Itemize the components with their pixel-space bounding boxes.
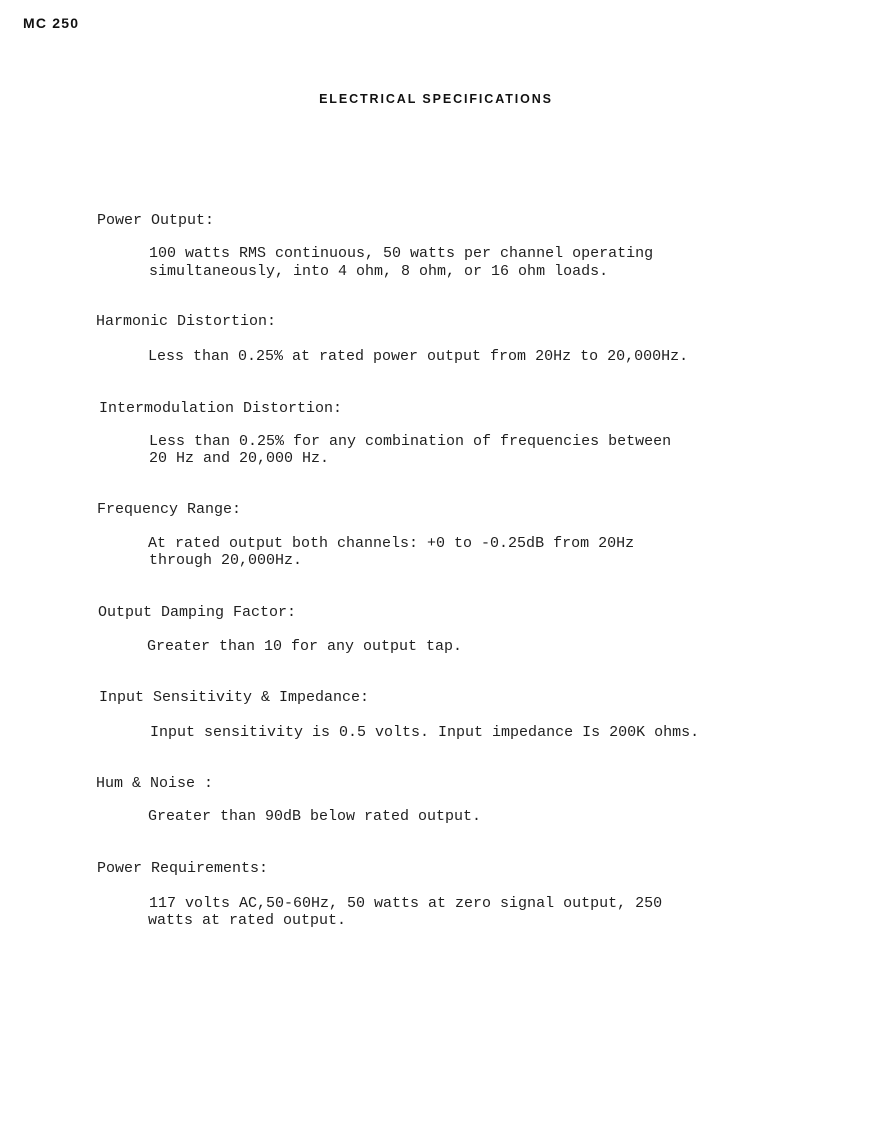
spec-line: through 20,000Hz. [149, 552, 303, 569]
page-title: ELECTRICAL SPECIFICATIONS [319, 92, 553, 106]
spec-line: Greater than 10 for any output tap. [147, 638, 463, 655]
spec-heading: Power Output: [97, 212, 215, 229]
spec-line: At rated output both channels: +0 to -0.25dB from 20Hz [148, 535, 635, 552]
spec-heading: Output Damping Factor: [98, 604, 297, 621]
spec-line: 100 watts RMS continuous, 50 watts per channel operating [149, 245, 654, 262]
spec-line: Input sensitivity is 0.5 volts. Input impedance Is 200K ohms. [150, 724, 700, 741]
spec-heading: Hum & Noise : [96, 775, 214, 792]
spec-heading: Harmonic Distortion: [96, 313, 277, 330]
spec-heading: Power Requirements: [97, 860, 269, 877]
spec-line: 20 Hz and 20,000 Hz. [149, 450, 330, 467]
spec-heading: Input Sensitivity & Impedance: [99, 689, 370, 706]
spec-heading: Intermodulation Distortion: [99, 400, 343, 417]
spec-line: Less than 0.25% for any combination of frequencies between [149, 433, 672, 450]
spec-line: watts at rated output. [148, 912, 347, 929]
model-number: MC 250 [23, 15, 80, 31]
spec-line: Less than 0.25% at rated power output from 20Hz to 20,000Hz. [148, 348, 689, 365]
spec-heading: Frequency Range: [97, 501, 242, 518]
spec-line: simultaneously, into 4 ohm, 8 ohm, or 16 ohm loads. [149, 263, 609, 280]
spec-line: 117 volts AC,50-60Hz, 50 watts at zero signal output, 250 [149, 895, 663, 912]
spec-line: Greater than 90dB below rated output. [148, 808, 482, 825]
